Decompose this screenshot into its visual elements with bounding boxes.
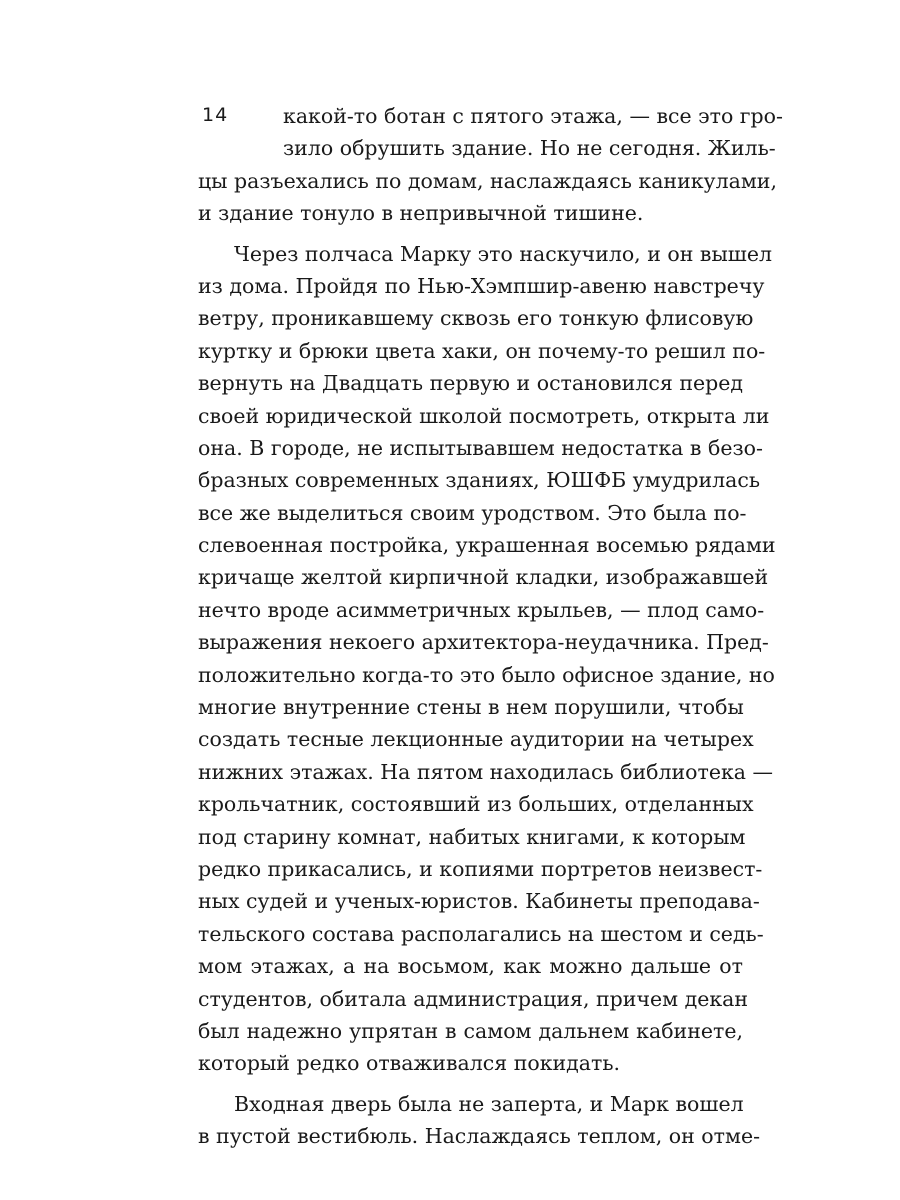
text-line: из дома. Пройдя по Нью-Хэмпшир-авеню навстречу: [198, 273, 765, 298]
text-line: положительно когда-то это было офисное здание, но: [198, 662, 775, 687]
text-line: Через полчаса Марку это наскучило, и он вышел: [234, 241, 772, 266]
text-line: какой-то ботан с пятого этажа, — все это гро-: [283, 104, 783, 128]
page-number: 14: [202, 104, 229, 126]
text-line: и здание тонуло в непривычной тишине.: [198, 201, 644, 226]
text-line: который редко отваживался покидать.: [198, 1051, 621, 1076]
text-line: студентов, обитала администрация, причем декан: [198, 986, 749, 1011]
text-line: Входная дверь была не заперта, и Марк вошел: [234, 1091, 744, 1116]
body-text: [198, 100, 783, 1153]
text-line: тельского состава располагались на шестом и седь-: [198, 921, 764, 946]
text-line: зило обрушить здание. Но не сегодня. Жиль-: [283, 136, 776, 161]
text-line: нечто вроде асимметричных крыльев, — плод само-: [198, 597, 765, 622]
text-line: она. В городе, не испытывавшем недостатка в безо-: [198, 435, 763, 460]
text-line: ветру, проникавшему сквозь его тонкую флисовую: [198, 306, 754, 331]
text-line: кричаще желтой кирпичной кладки, изображавшей: [198, 565, 769, 590]
text-line: нижних этажах. На пятом находилась библиотека —: [198, 759, 774, 784]
text-line: мом этажах, а на восьмом, как можно дальше от: [198, 954, 743, 979]
text-line: многие внутренние стены в нем порушили, чтобы: [198, 695, 744, 720]
text-line: выражения некоего архитектора-неудачника. Пред-: [198, 630, 769, 655]
text-line: цы разъехались по домам, наслаждаясь каникулами,: [198, 168, 777, 193]
text-line: крольчатник, состоявший из больших, отделанных: [198, 792, 754, 817]
text-line: под старину комнат, набитых книгами, к которым: [198, 824, 746, 849]
text-line: в пустой вестибюль. Наслаждаясь теплом, он отме-: [198, 1124, 760, 1149]
text-line: слевоенная постройка, украшенная восемью рядами: [198, 533, 776, 558]
text-line: своей юридической школой посмотреть, открыта ли: [198, 403, 770, 428]
text-line: бразных современных зданиях, ЮШФБ умудрилась: [198, 468, 761, 493]
text-line: куртку и брюки цвета хаки, он почему-то решил по-: [198, 338, 766, 363]
text-line: создать тесные лекционные аудитории на четырех: [198, 727, 754, 752]
text-line: все же выделиться своим уродством. Это была по-: [198, 500, 747, 525]
text-line: ных судей и ученых-юристов. Кабинеты преподава-: [198, 889, 760, 914]
text-line: редко прикасались, и копиями портретов неизвест-: [198, 856, 763, 881]
text-line: вернуть на Двадцать первую и остановился перед: [198, 371, 743, 396]
text-line: был надежно упрятан в самом дальнем кабинете,: [198, 1018, 743, 1043]
